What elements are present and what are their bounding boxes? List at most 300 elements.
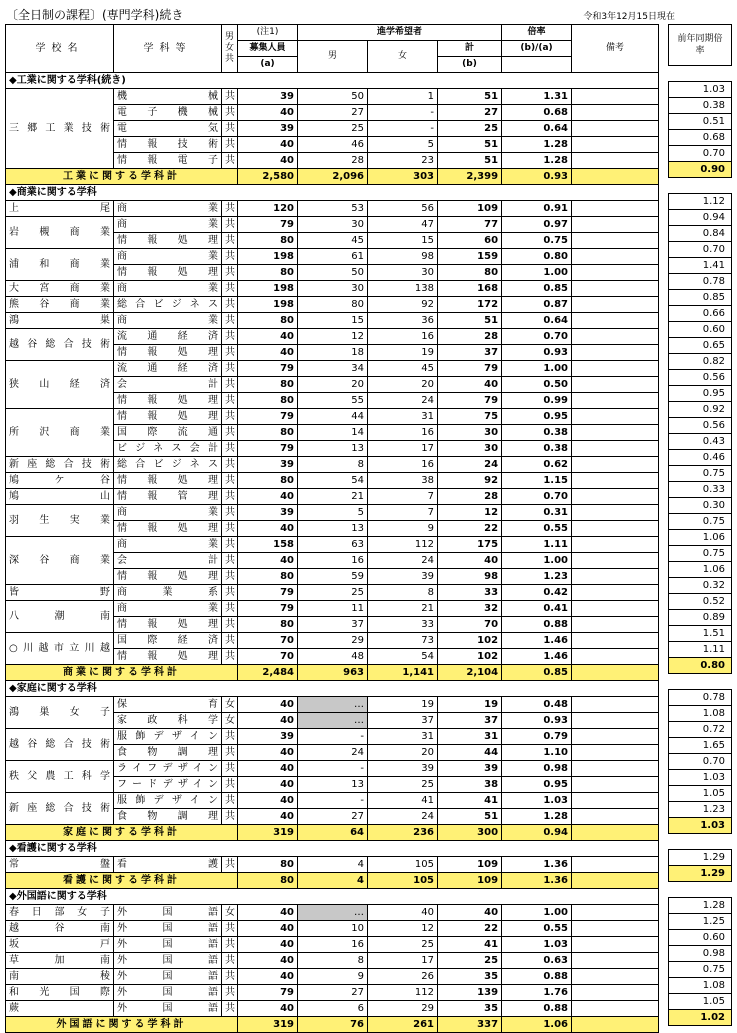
prev-ratio-cell: 0.92 (669, 402, 732, 418)
male-cell: 27 (298, 105, 368, 121)
course-name: 外国語 (114, 985, 222, 1001)
total-cell: 109 (438, 873, 502, 889)
male-cell: 13 (298, 777, 368, 793)
capacity-cell: 39 (238, 89, 298, 105)
subtotal-row (6, 1017, 659, 1033)
remarks-cell (572, 89, 659, 105)
remarks-cell (572, 601, 659, 617)
male-cell: 30 (298, 217, 368, 233)
ratio-cell: 0.55 (502, 521, 572, 537)
male-cell: 50 (298, 89, 368, 105)
female-cell: 56 (368, 201, 438, 217)
section-header-row (6, 185, 659, 201)
male-cell: 21 (298, 489, 368, 505)
sex-cell: 共 (222, 521, 238, 537)
remarks-cell (572, 521, 659, 537)
total-cell: 28 (438, 489, 502, 505)
prev-ratio-cell: 0.78 (669, 690, 732, 706)
ratio-cell: 0.48 (502, 697, 572, 713)
prev-ratio-cell: 1.51 (669, 626, 732, 642)
remarks-cell (572, 873, 659, 889)
ratio-cell: 1.28 (502, 153, 572, 169)
female-cell: - (368, 105, 438, 121)
remarks-cell (572, 953, 659, 969)
capacity-cell: 79 (238, 985, 298, 1001)
sex-cell: 共 (222, 857, 238, 873)
ratio-cell: 0.80 (502, 249, 572, 265)
course-name: 情報処理 (114, 569, 222, 585)
section-header-row (6, 841, 659, 857)
course-name: 商業 (114, 249, 222, 265)
total-cell: 70 (438, 617, 502, 633)
ratio-cell: 1.15 (502, 473, 572, 489)
course-name: 流通経済 (114, 329, 222, 345)
header-male: 男 (298, 41, 368, 73)
male-cell: - (298, 761, 368, 777)
subtotal-row (6, 169, 659, 185)
header-hopefuls: 進学希望者 (298, 25, 502, 41)
remarks-cell (572, 697, 659, 713)
remarks-cell (572, 105, 659, 121)
female-cell: 54 (368, 649, 438, 665)
male-cell: 27 (298, 985, 368, 1001)
ratio-cell: 1.03 (502, 937, 572, 953)
total-cell: 31 (438, 729, 502, 745)
prev-ratio-cell: 1.12 (669, 194, 732, 210)
female-cell: 236 (368, 825, 438, 841)
sex-cell: 共 (222, 729, 238, 745)
male-cell: 20 (298, 377, 368, 393)
ratio-cell: 0.70 (502, 329, 572, 345)
prev-ratio-cell: 0.60 (669, 322, 732, 338)
ratio-cell: 1.10 (502, 745, 572, 761)
female-cell: 8 (368, 585, 438, 601)
school-name: 蕨 (6, 1001, 114, 1017)
course-name: 国際流通 (114, 425, 222, 441)
prev-ratio-cell: 0.72 (669, 722, 732, 738)
remarks-cell (572, 825, 659, 841)
prev-ratio-cell: 0.60 (669, 930, 732, 946)
female-cell: 73 (368, 633, 438, 649)
capacity-cell: 2,580 (238, 169, 298, 185)
course-name: 外国語 (114, 969, 222, 985)
capacity-cell: 79 (238, 409, 298, 425)
remarks-cell (572, 937, 659, 953)
ratio-cell: 0.88 (502, 969, 572, 985)
total-cell: 102 (438, 649, 502, 665)
school-name: 上尾 (6, 201, 114, 217)
course-name: 外国語 (114, 953, 222, 969)
course-name: 情報処理 (114, 473, 222, 489)
total-cell: 2,399 (438, 169, 502, 185)
header-female: 女 (368, 41, 438, 73)
prev-ratio-cell: 1.41 (669, 258, 732, 274)
sex-cell: 共 (222, 809, 238, 825)
sex-cell: 共 (222, 265, 238, 281)
sex-cell: 共 (222, 345, 238, 361)
table-row (6, 633, 659, 649)
total-cell: 139 (438, 985, 502, 1001)
sex-cell: 共 (222, 617, 238, 633)
remarks-cell (572, 457, 659, 473)
course-name: 総合ビジネス (114, 457, 222, 473)
male-cell: 64 (298, 825, 368, 841)
school-name: 鳩ケ谷 (6, 473, 114, 489)
table-row (6, 297, 659, 313)
male-cell: 63 (298, 537, 368, 553)
total-cell: 159 (438, 249, 502, 265)
remarks-cell (572, 409, 659, 425)
remarks-cell (572, 249, 659, 265)
prev-ratio-cell: 0.90 (669, 162, 732, 178)
prev-ratio-cell: 0.66 (669, 306, 732, 322)
prev-ratio-cell: 1.23 (669, 802, 732, 818)
capacity-cell: 79 (238, 441, 298, 457)
table-row (6, 953, 659, 969)
header-prev: 前年同期倍率 (669, 25, 732, 66)
school-name: 岩槻商業 (6, 217, 114, 249)
female-cell: 31 (368, 409, 438, 425)
female-cell: 92 (368, 297, 438, 313)
prev-ratio-cell: 1.29 (669, 850, 732, 866)
ratio-cell: 0.95 (502, 409, 572, 425)
sex-cell: 共 (222, 633, 238, 649)
sex-cell: 共 (222, 377, 238, 393)
female-cell: 37 (368, 713, 438, 729)
sex-cell: 共 (222, 969, 238, 985)
school-name: 深谷商業 (6, 537, 114, 585)
total-cell: 27 (438, 105, 502, 121)
capacity-cell: 79 (238, 217, 298, 233)
header-capacity-sub: (a) (238, 57, 298, 73)
prev-ratio-cell: 0.51 (669, 114, 732, 130)
course-name: 外国語 (114, 921, 222, 937)
course-name: 機械 (114, 89, 222, 105)
prev-ratio-cell: 0.95 (669, 386, 732, 402)
total-cell: 33 (438, 585, 502, 601)
prev-ratio-cell: 0.56 (669, 370, 732, 386)
sex-cell: 共 (222, 425, 238, 441)
capacity-cell: 80 (238, 233, 298, 249)
prev-ratio-cell: 0.82 (669, 354, 732, 370)
prev-ratio-cell: 0.75 (669, 962, 732, 978)
remarks-cell (572, 313, 659, 329)
course-name: 服飾デザイン (114, 729, 222, 745)
remarks-cell (572, 921, 659, 937)
remarks-cell (572, 809, 659, 825)
male-cell: 16 (298, 937, 368, 953)
prev-ratio-cell: 1.05 (669, 786, 732, 802)
remarks-cell (572, 153, 659, 169)
capacity-cell: 70 (238, 633, 298, 649)
prev-ratio-cell: 1.08 (669, 978, 732, 994)
course-name: 商業 (114, 281, 222, 297)
ratio-cell: 0.93 (502, 169, 572, 185)
course-name: 情報技術 (114, 137, 222, 153)
table-row (6, 585, 659, 601)
ratio-cell: 0.87 (502, 297, 572, 313)
sex-cell: 共 (222, 553, 238, 569)
prev-ratio-cell: 1.06 (669, 562, 732, 578)
remarks-cell (572, 169, 659, 185)
remarks-cell (572, 265, 659, 281)
total-cell: 77 (438, 217, 502, 233)
course-name: 商業 (114, 313, 222, 329)
table-row (6, 985, 659, 1001)
capacity-cell: 120 (238, 201, 298, 217)
subtotal-label: 商業に関する学科計 (6, 665, 238, 681)
ratio-cell: 0.38 (502, 441, 572, 457)
capacity-cell: 40 (238, 697, 298, 713)
female-cell: 24 (368, 393, 438, 409)
female-cell: 17 (368, 953, 438, 969)
male-cell: 16 (298, 553, 368, 569)
capacity-cell: 319 (238, 825, 298, 841)
sex-cell: 共 (222, 649, 238, 665)
remarks-cell (572, 633, 659, 649)
female-cell: - (368, 121, 438, 137)
prev-ratio-cell: 0.46 (669, 450, 732, 466)
remarks-cell (572, 393, 659, 409)
female-cell: 112 (368, 537, 438, 553)
total-cell: 35 (438, 1001, 502, 1017)
capacity-cell: 40 (238, 1001, 298, 1017)
header-school: 学校名 (6, 25, 114, 73)
remarks-cell (572, 505, 659, 521)
course-name: 会計 (114, 377, 222, 393)
total-cell: 39 (438, 761, 502, 777)
male-cell: 50 (298, 265, 368, 281)
table-row (6, 937, 659, 953)
table-row (6, 761, 659, 777)
total-cell: 35 (438, 969, 502, 985)
female-cell: 1,141 (368, 665, 438, 681)
male-cell: 14 (298, 425, 368, 441)
total-cell: 175 (438, 537, 502, 553)
sex-cell: 共 (222, 745, 238, 761)
capacity-cell: 80 (238, 313, 298, 329)
total-cell: 300 (438, 825, 502, 841)
remarks-cell (572, 985, 659, 1001)
ratio-cell: 0.38 (502, 425, 572, 441)
table-row (6, 281, 659, 297)
male-cell: 6 (298, 1001, 368, 1017)
male-cell: 55 (298, 393, 368, 409)
prev-ratio-cell: 0.70 (669, 754, 732, 770)
ratio-cell: 1.00 (502, 553, 572, 569)
total-cell: 37 (438, 713, 502, 729)
ratio-cell: 0.31 (502, 505, 572, 521)
sex-cell: 共 (222, 281, 238, 297)
ratio-cell: 1.46 (502, 633, 572, 649)
course-name: 商業 (114, 201, 222, 217)
male-cell: 53 (298, 201, 368, 217)
remarks-cell (572, 121, 659, 137)
table-row (6, 313, 659, 329)
sex-cell: 共 (222, 457, 238, 473)
school-name: 常盤 (6, 857, 114, 873)
remarks-cell (572, 489, 659, 505)
prev-ratio-cell: 1.03 (669, 82, 732, 98)
capacity-cell: 40 (238, 905, 298, 921)
male-cell: 25 (298, 585, 368, 601)
sex-cell: 共 (222, 249, 238, 265)
school-name: 越谷南 (6, 921, 114, 937)
total-cell: 102 (438, 633, 502, 649)
capacity-cell: 158 (238, 537, 298, 553)
total-cell: 41 (438, 937, 502, 953)
school-name: 秩父農工科学 (6, 761, 114, 793)
remarks-cell (572, 1017, 659, 1033)
male-cell: … (298, 713, 368, 729)
ratio-cell: 1.31 (502, 89, 572, 105)
ratio-cell: 0.85 (502, 665, 572, 681)
subtotal-label: 看護に関する学科計 (6, 873, 238, 889)
remarks-cell (572, 361, 659, 377)
remarks-cell (572, 217, 659, 233)
capacity-cell: 39 (238, 457, 298, 473)
total-cell: 109 (438, 201, 502, 217)
female-cell: 33 (368, 617, 438, 633)
school-name: 坂戸 (6, 937, 114, 953)
total-cell: 168 (438, 281, 502, 297)
male-cell: 25 (298, 121, 368, 137)
subtotal-row (6, 825, 659, 841)
header-course: 学科等 (114, 25, 222, 73)
total-cell: 40 (438, 905, 502, 921)
section-header-row (6, 73, 659, 89)
school-name: 三郷工業技術 (6, 89, 114, 169)
ratio-cell: 0.98 (502, 761, 572, 777)
school-name: 皆野 (6, 585, 114, 601)
course-name: 外国語 (114, 905, 222, 921)
prev-ratio-cell: 0.75 (669, 514, 732, 530)
remarks-cell (572, 377, 659, 393)
capacity-cell: 40 (238, 793, 298, 809)
capacity-cell: 40 (238, 953, 298, 969)
course-name: ビジネス会計 (114, 441, 222, 457)
male-cell: 76 (298, 1017, 368, 1033)
sex-cell: 女 (222, 905, 238, 921)
ratio-cell: 1.00 (502, 361, 572, 377)
course-name: 商業 (114, 505, 222, 521)
sex-cell: 共 (222, 393, 238, 409)
course-name: 情報管理 (114, 489, 222, 505)
remarks-cell (572, 425, 659, 441)
table-row (6, 1001, 659, 1017)
table-row (6, 729, 659, 745)
female-cell: 303 (368, 169, 438, 185)
female-cell: 38 (368, 473, 438, 489)
male-cell: - (298, 729, 368, 745)
remarks-cell (572, 729, 659, 745)
female-cell: 29 (368, 1001, 438, 1017)
male-cell: 10 (298, 921, 368, 937)
section-spacer (669, 66, 732, 82)
total-cell: 38 (438, 777, 502, 793)
female-cell: 21 (368, 601, 438, 617)
male-cell: 48 (298, 649, 368, 665)
ratio-cell: 1.36 (502, 857, 572, 873)
remarks-cell (572, 793, 659, 809)
school-name: 大宮商業 (6, 281, 114, 297)
total-cell: 80 (438, 265, 502, 281)
ratio-cell: 0.75 (502, 233, 572, 249)
total-cell: 19 (438, 697, 502, 713)
female-cell: 24 (368, 553, 438, 569)
capacity-cell: 40 (238, 809, 298, 825)
female-cell: 25 (368, 937, 438, 953)
capacity-cell: 40 (238, 345, 298, 361)
table-row (6, 793, 659, 809)
ratio-cell: 1.11 (502, 537, 572, 553)
male-cell: 46 (298, 137, 368, 153)
school-name: 新座総合技術 (6, 793, 114, 825)
remarks-cell (572, 281, 659, 297)
remarks-cell (572, 441, 659, 457)
prev-ratio-cell: 0.78 (669, 274, 732, 290)
table-row (6, 697, 659, 713)
ratio-cell: 0.88 (502, 1001, 572, 1017)
table-row (6, 361, 659, 377)
total-cell: 92 (438, 473, 502, 489)
course-name: 商業 (114, 537, 222, 553)
ratio-cell: 1.76 (502, 985, 572, 1001)
total-cell: 79 (438, 393, 502, 409)
subtotal-row (6, 665, 659, 681)
course-name: 商業系 (114, 585, 222, 601)
total-cell: 30 (438, 425, 502, 441)
female-cell: 7 (368, 489, 438, 505)
capacity-cell: 40 (238, 713, 298, 729)
course-name: 流通経済 (114, 361, 222, 377)
male-cell: 5 (298, 505, 368, 521)
course-name: 総合ビジネス (114, 297, 222, 313)
sex-cell: 共 (222, 201, 238, 217)
prev-ratio-cell: 0.70 (669, 146, 732, 162)
table-row (6, 201, 659, 217)
prev-ratio-cell: 0.98 (669, 946, 732, 962)
header-note: (注1) (238, 25, 298, 41)
total-cell: 172 (438, 297, 502, 313)
school-name: ○川越市立川越 (6, 633, 114, 665)
school-name: 狭山経済 (6, 361, 114, 409)
header-ratio-sub: (b)/(a) (502, 41, 572, 57)
capacity-cell: 79 (238, 601, 298, 617)
prev-ratio-cell: 0.75 (669, 546, 732, 562)
table-row (6, 249, 659, 265)
capacity-cell: 40 (238, 777, 298, 793)
male-cell: 4 (298, 873, 368, 889)
total-cell: 37 (438, 345, 502, 361)
header-capacity: 募集人員 (238, 41, 298, 57)
male-cell: 54 (298, 473, 368, 489)
course-name: 食物調理 (114, 809, 222, 825)
remarks-cell (572, 905, 659, 921)
total-cell: 28 (438, 329, 502, 345)
section-title: ◆外国語に関する学科 (6, 889, 659, 905)
female-cell: 47 (368, 217, 438, 233)
remarks-cell (572, 233, 659, 249)
remarks-cell (572, 665, 659, 681)
prev-ratio-cell: 0.70 (669, 242, 732, 258)
course-name: 商業 (114, 217, 222, 233)
course-name: 情報処理 (114, 393, 222, 409)
ratio-cell: 0.41 (502, 601, 572, 617)
subtotal-label: 工業に関する学科計 (6, 169, 238, 185)
capacity-cell: 80 (238, 873, 298, 889)
remarks-cell (572, 761, 659, 777)
